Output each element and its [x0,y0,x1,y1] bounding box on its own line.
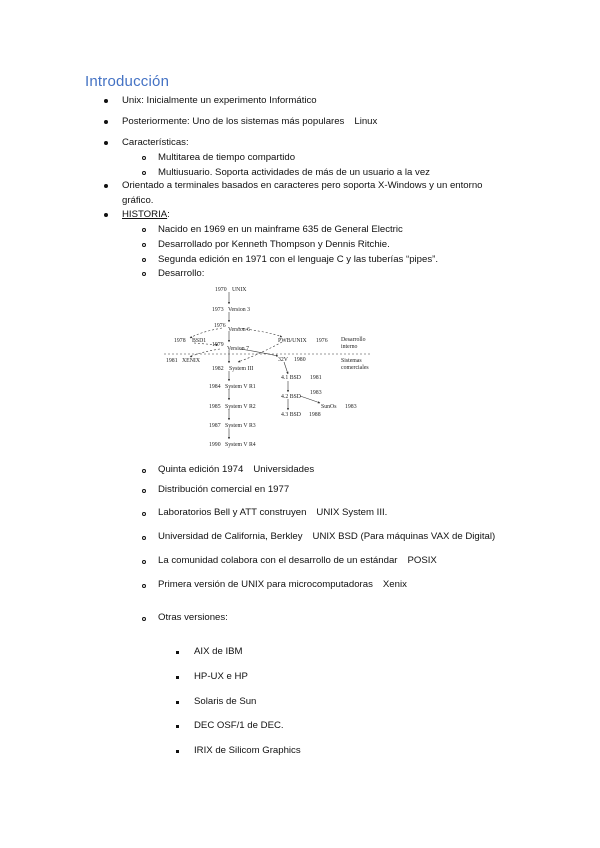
circle-bullet [142,560,146,564]
circle-bullet [142,228,146,232]
label-version3: Version 3 [228,307,251,313]
label-version6: Version 6 [228,327,251,333]
label-43bsd: 4.3 BSD [281,412,301,418]
arrow-v7-xenix [190,349,220,357]
sub-desarrollado: Desarrollado por Kenneth Thompson y Dennis Ritchie. [158,239,390,250]
label-1988: 1988 [309,412,321,418]
square-bullet [176,651,179,654]
circle-bullet [142,512,146,516]
label-32v: 32V [278,357,288,363]
sub-nacido: Nacido en 1969 en un mainframe 635 de General Electric [158,224,403,235]
label-1987: 1987 [209,423,221,429]
circle-bullet [142,156,146,160]
bullet-dot [104,141,108,145]
label-xenix: XENIX [182,358,201,364]
label-system-v-r2: System V R2 [225,404,256,410]
label-1976a: 1976 [214,323,226,329]
label-pwb-unix: PWB/UNIX [278,338,307,344]
circle-bullet [142,489,146,493]
bullet-historia: HISTORIA: [122,209,170,220]
label-sunos: SunOs [321,404,337,410]
square-bullet [176,676,179,679]
arrow-32v-41bsd [284,362,288,374]
sub-desarrollo: Desarrollo: [158,268,205,279]
label-sistemas: Sistemas [341,358,362,364]
bullet-dot [104,184,108,188]
label-1978: 1978 [174,338,186,344]
circle-bullet [142,171,146,175]
circle-bullet [142,258,146,262]
sub-quinta-edicion: Quinta edición 1974 Universidades [158,464,315,475]
label-1982: 1982 [212,366,224,372]
arrow-v6-bsd1 [190,328,222,338]
sub-berkley: Universidad de California, Berkley UNIX BSD (Para máquinas VAX de Digital) [158,531,496,542]
label-1983: 1983 [310,390,322,396]
label-version7: Version 7 [227,346,250,352]
label-1980: 1980 [294,357,306,363]
label-41bsd: 4.1 BSD [281,375,301,381]
circle-bullet [142,617,146,621]
arrow-pwb-s3 [238,342,282,362]
bullet-caracteristicas: Características: [122,137,189,148]
sub-laboratorios: Laboratorios Bell y ATT construyen UNIX System III. [158,507,388,518]
label-1981b: 1981 [310,375,322,381]
label-system-iii: System III [229,366,254,372]
square-bullet [176,750,179,753]
label-system-v-r1: System V R1 [225,384,256,390]
label-desarrollo: Desarrollo [341,337,366,343]
square-bullet [176,701,179,704]
unix-history-diagram [160,282,380,452]
version-aix: AIX de IBM [194,646,243,657]
label-interno: interno [341,344,358,350]
label-1985: 1985 [209,404,221,410]
sub-posix: La comunidad colabora con el desarrollo de un estándar POSIX [158,555,437,566]
label-1973: 1973 [212,307,224,313]
sub-distribucion: Distribución comercial en 1977 [158,484,290,495]
version-hpux: HP-UX e HP [194,671,248,682]
circle-bullet [142,536,146,540]
label-1976b: 1976 [316,338,328,344]
label-1990: 1990 [209,442,221,448]
label-comerciales: comerciales [341,365,369,371]
sub-segunda-edicion: Segunda edición en 1971 con el lenguaje C y las tuberías “pipes”. [158,254,439,265]
label-bsd1: BSD1 [192,338,207,344]
label-1970: 1970 [215,287,227,293]
bullet-orientado-cont: gráfico. [122,195,154,206]
label-system-v-r4: System V R4 [225,442,256,448]
label-42bsd: 4.2 BSD [281,394,301,400]
circle-bullet [142,584,146,588]
bullet-dot [104,99,108,103]
bullet-posteriormente: Posteriormente: Uno de los sistemas más populares Linux [122,116,378,127]
version-dec-osf: DEC OSF/1 de DEC. [194,720,284,731]
square-bullet [176,725,179,728]
bullet-unix: Unix: Inicialmente un experimento Informático [122,95,317,106]
label-system-v-r3: System V R3 [225,423,256,429]
sub-multiusuario: Multiusuario. Soporta actividades de más de un usuario a la vez [158,167,430,178]
sub-multitarea: Multitarea de tiempo compartido [158,152,296,163]
version-solaris: Solaris de Sun [194,696,257,707]
section-title: Introducción [85,73,170,90]
label-1983b: 1983 [345,404,357,410]
bullet-orientado: Orientado a terminales basados en caracteres pero soporta X-Windows y un entorno [122,180,483,191]
circle-bullet [142,243,146,247]
bullet-dot [104,120,108,124]
sub-otras-versiones: Otras versiones: [158,612,228,623]
label-1984: 1984 [209,384,221,390]
label-unix: UNIX [232,287,247,293]
label-1981: 1981 [166,358,178,364]
arrow-42-sunos [300,396,320,403]
version-irix: IRIX de Silicom Graphics [194,745,301,756]
sub-xenix: Primera versión de UNIX para microcomputadoras Xenix [158,579,407,590]
circle-bullet [142,469,146,473]
bullet-dot [104,213,108,217]
label-1979: 1979 [212,342,224,348]
circle-bullet [142,272,146,276]
